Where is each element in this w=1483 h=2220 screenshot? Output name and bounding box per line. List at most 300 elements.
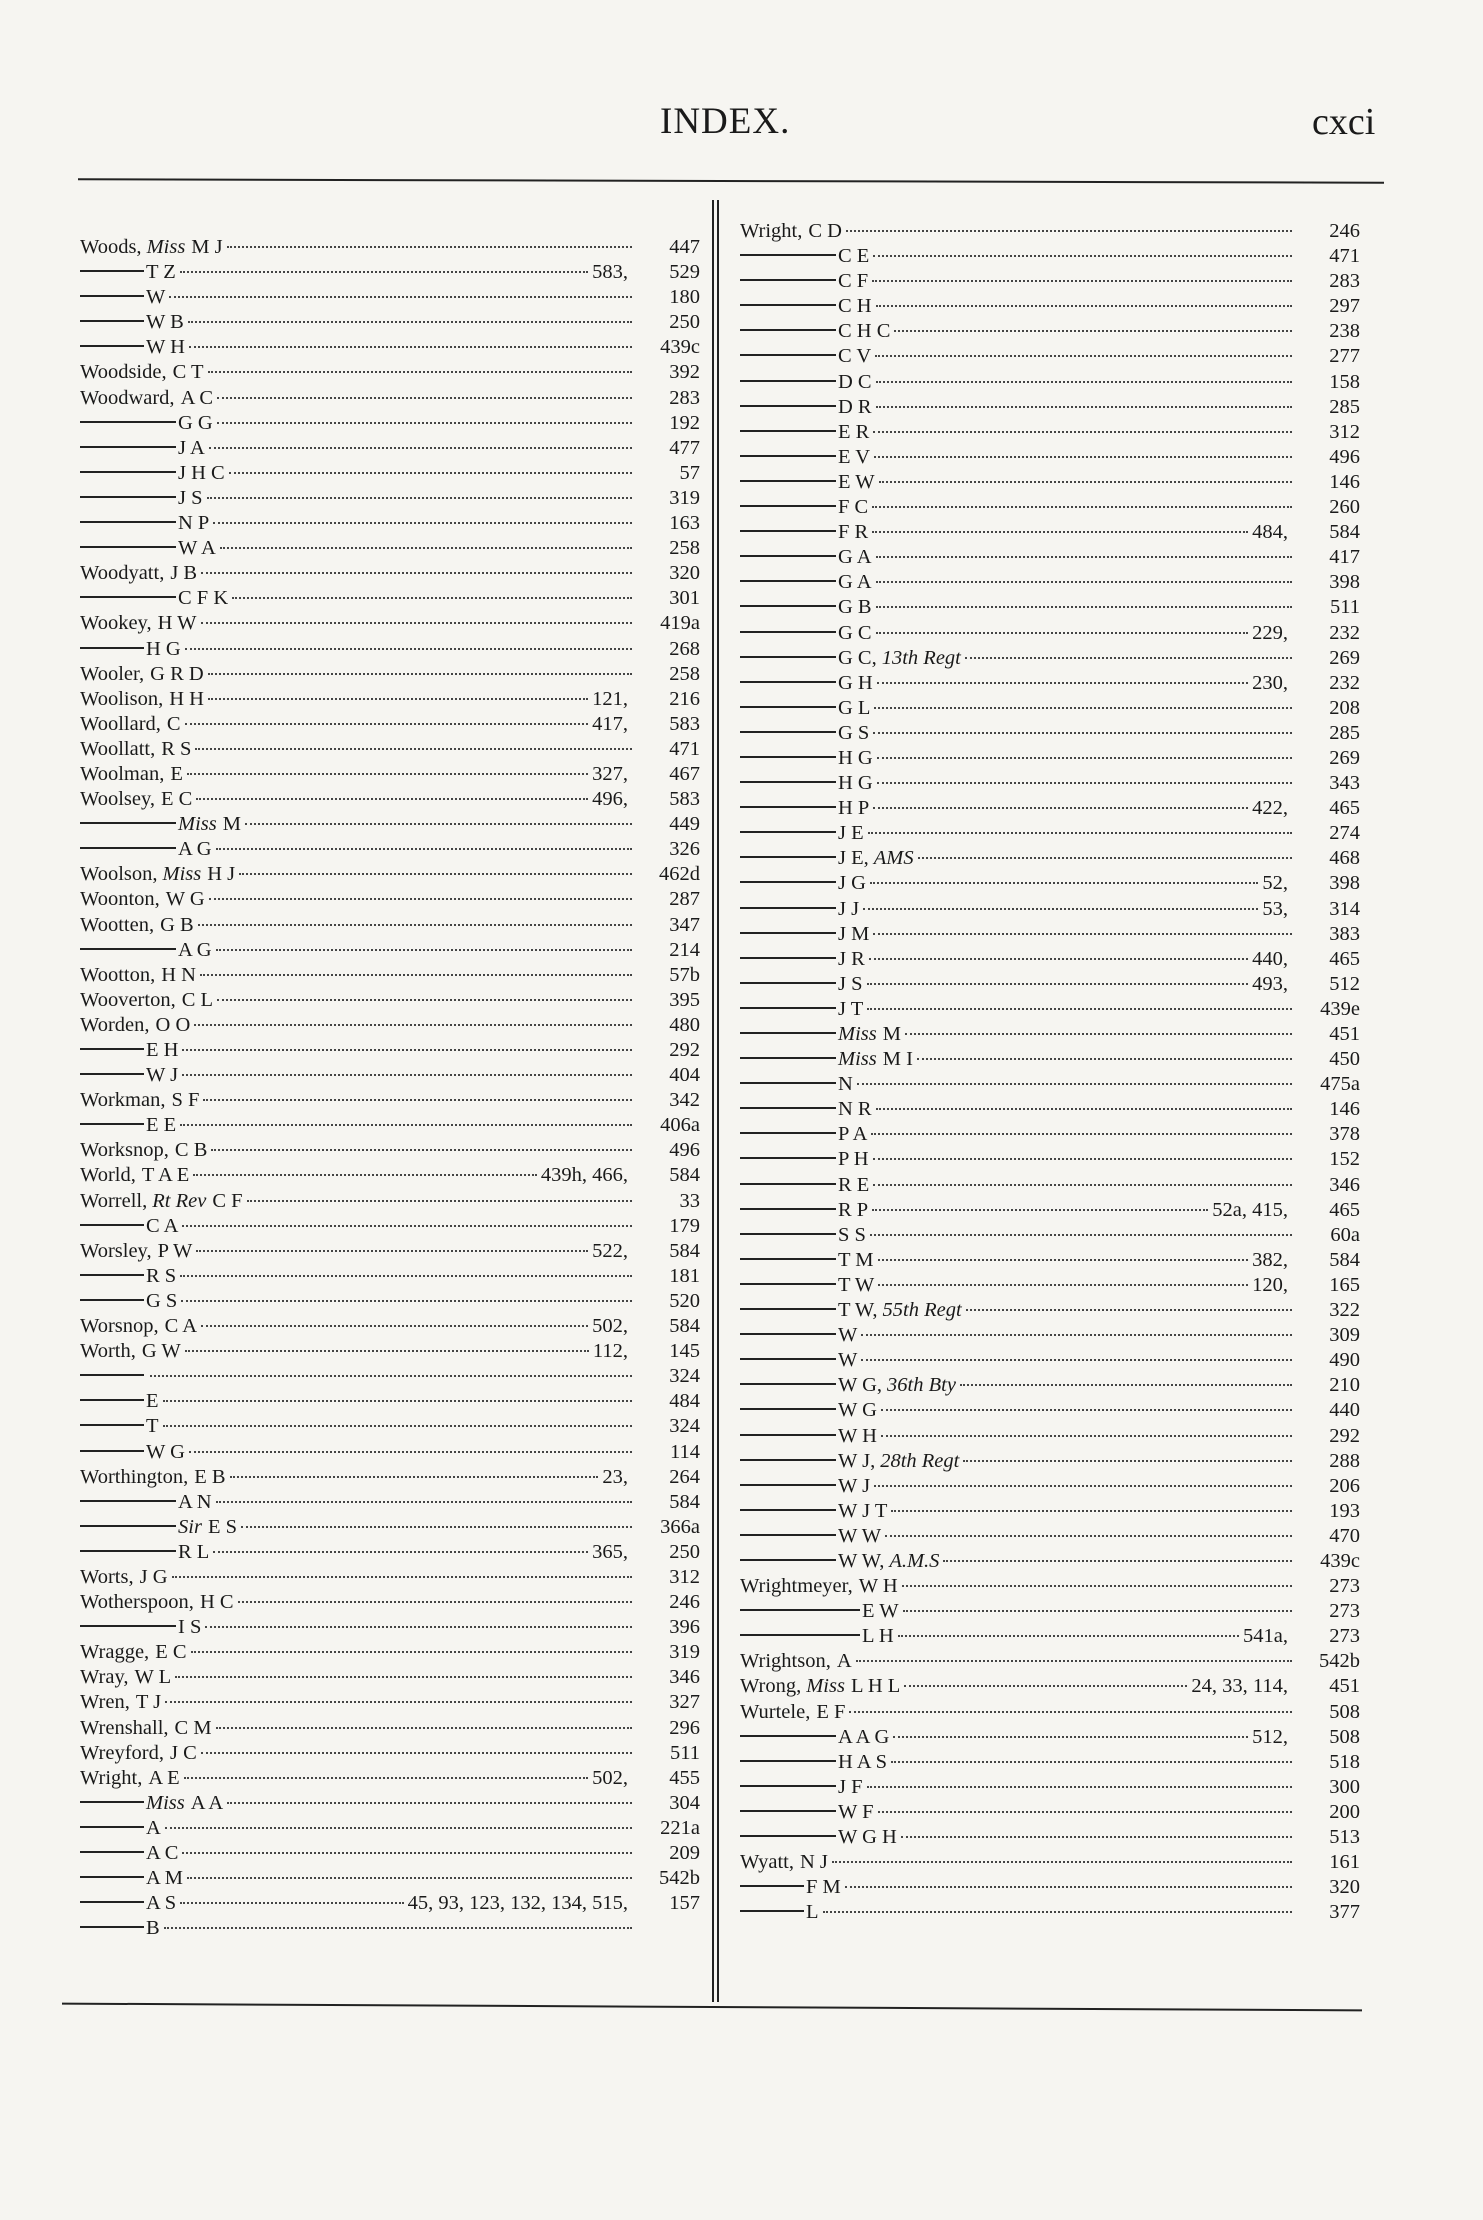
- dot-leader: [180, 271, 588, 273]
- entry-initials: C V: [838, 345, 872, 368]
- dot-leader: [875, 355, 1292, 357]
- entry-page: 288: [1329, 1449, 1360, 1472]
- entry-page: 320: [669, 562, 700, 585]
- entry-initials: J F: [838, 1775, 863, 1798]
- index-entry: [740, 1324, 1360, 1349]
- index-entry: [740, 1776, 1360, 1801]
- ditto-dash: [740, 1107, 836, 1109]
- entry-page: 512: [1329, 972, 1360, 995]
- index-entry: [80, 939, 700, 964]
- dot-leader: [876, 632, 1249, 634]
- entry-initials: J R: [838, 947, 865, 970]
- entry-initials: L H: [862, 1625, 894, 1648]
- index-entry: [740, 923, 1360, 948]
- entry-page: 346: [669, 1666, 700, 1689]
- entry-page: 398: [1329, 872, 1360, 895]
- entry-initials: S S: [838, 1223, 866, 1246]
- page-header: [0, 100, 1483, 160]
- entry-initials: W J: [146, 1064, 179, 1087]
- ditto-dash: [740, 1459, 836, 1461]
- entry-page: 209: [669, 1842, 700, 1864]
- entry-initials: P A: [838, 1123, 868, 1146]
- ditto-dash: [740, 631, 836, 633]
- index-entry: [80, 989, 700, 1014]
- ditto-dash: [740, 1132, 836, 1134]
- dot-leader: [208, 371, 632, 373]
- index-entry: [80, 1039, 700, 1064]
- index-entry: [740, 647, 1360, 672]
- ditto-dash: [740, 1007, 836, 1009]
- entry-surname: Wooverton,: [80, 988, 176, 1011]
- entry-page: 320: [1329, 1876, 1360, 1899]
- ditto-dash: [80, 1450, 144, 1452]
- dot-leader: [200, 974, 632, 976]
- index-entry: [80, 763, 700, 788]
- entry-initials: N: [838, 1073, 853, 1096]
- entry-surname: World,: [80, 1164, 136, 1187]
- entry-page: 513: [1329, 1826, 1360, 1848]
- entry-initials: A: [146, 1816, 161, 1839]
- index-entry: [80, 261, 700, 286]
- ditto-dash: [740, 1609, 860, 1611]
- dot-leader: [891, 1761, 1292, 1763]
- index-entry: [80, 236, 700, 261]
- index-entry: [740, 1199, 1360, 1224]
- index-entry: [80, 888, 700, 913]
- dot-leader: [229, 472, 632, 474]
- entry-page: 508: [1329, 1725, 1360, 1748]
- ditto-dash: [80, 948, 176, 950]
- entry-page: 250: [669, 1540, 700, 1563]
- dot-leader: [873, 933, 1292, 935]
- index-entry: [740, 697, 1360, 722]
- dot-leader: [194, 1024, 632, 1026]
- dot-leader: [216, 848, 632, 850]
- index-entry: [740, 1374, 1360, 1399]
- entry-page: 396: [669, 1616, 700, 1639]
- ditto-dash: [80, 1374, 144, 1376]
- entry-page: 326: [669, 838, 700, 861]
- entry-initials: E: [146, 1390, 159, 1413]
- entry-page: 462d: [659, 863, 700, 886]
- dot-leader: [196, 798, 588, 800]
- entry-initials: J S: [178, 486, 203, 509]
- ditto-dash: [80, 270, 144, 272]
- entry-title: Miss: [146, 1791, 185, 1814]
- entry-initials: C A: [146, 1214, 179, 1237]
- ditto-dash: [740, 1157, 836, 1159]
- entry-initials: E V: [838, 445, 871, 468]
- entry-initials: C H C: [838, 320, 891, 343]
- entry-extra-pages: 229,: [1252, 621, 1288, 644]
- entry-initials: J C: [169, 1741, 197, 1764]
- entry-initials: A C: [146, 1842, 179, 1864]
- entry-page: 465: [1329, 797, 1360, 820]
- index-entry: [740, 822, 1360, 847]
- ditto-dash: [740, 405, 836, 407]
- dot-leader: [201, 1325, 588, 1327]
- entry-page: 179: [669, 1214, 700, 1237]
- entry-extra-pages: 512,: [1252, 1725, 1288, 1748]
- entry-initials: G B: [838, 596, 872, 619]
- entry-page: 584: [1329, 521, 1360, 544]
- entry-page: 283: [669, 386, 700, 409]
- index-entry: [740, 1048, 1360, 1073]
- ditto-dash: [740, 1208, 836, 1210]
- entry-initials: A A: [190, 1791, 224, 1814]
- entry-page: 273: [1329, 1625, 1360, 1648]
- ditto-dash: [740, 1434, 836, 1436]
- dot-leader: [901, 1836, 1292, 1838]
- index-entry: [740, 295, 1360, 320]
- index-entry: [740, 1098, 1360, 1123]
- dot-leader: [845, 1886, 1292, 1888]
- dot-leader: [894, 330, 1292, 332]
- entry-title: Miss: [838, 1023, 877, 1045]
- entry-initials: N P: [178, 512, 210, 535]
- entry-page: 467: [669, 762, 700, 785]
- entry-initials: H C: [199, 1591, 234, 1614]
- entry-page: 146: [1329, 470, 1360, 493]
- entry-initials: W J,: [838, 1449, 876, 1472]
- entry-page: 165: [1329, 1273, 1360, 1296]
- entry-page: 475a: [1320, 1073, 1360, 1096]
- entry-page: 200: [1329, 1800, 1360, 1823]
- ditto-dash: [740, 1735, 836, 1737]
- ditto-dash: [740, 555, 836, 557]
- ditto-dash: [740, 505, 836, 507]
- ditto-dash: [740, 1308, 836, 1310]
- entry-page: 439c: [1320, 1549, 1360, 1572]
- entry-initials: G H: [838, 671, 873, 694]
- index-entry: [740, 1625, 1360, 1650]
- entry-initials: J J: [838, 897, 860, 920]
- ditto-dash: [80, 1901, 144, 1903]
- entry-page: 274: [1329, 822, 1360, 845]
- dot-leader: [191, 1651, 632, 1653]
- index-entry: [80, 813, 700, 838]
- index-entry: [80, 1139, 700, 1164]
- entry-page: 584: [669, 1239, 700, 1262]
- entry-surname: Woodyatt,: [80, 562, 165, 585]
- dot-leader: [876, 1108, 1292, 1110]
- entry-title: 28th Regt: [880, 1449, 960, 1472]
- index-entry: [80, 1641, 700, 1666]
- entry-page: 193: [1329, 1499, 1360, 1522]
- dot-leader: [245, 823, 632, 825]
- entry-surname: Worsnop,: [80, 1315, 159, 1338]
- ditto-dash: [80, 471, 176, 473]
- entry-surname: Wurtele,: [740, 1700, 811, 1723]
- entry-initials: W A: [178, 537, 216, 560]
- entry-initials: E F: [816, 1700, 846, 1723]
- index-entry: [80, 1917, 700, 1942]
- entry-initials: J G: [139, 1565, 168, 1588]
- dot-leader: [163, 1425, 632, 1427]
- entry-initials: G W: [141, 1340, 181, 1363]
- dot-leader: [903, 1610, 1292, 1612]
- index-entry: [740, 1450, 1360, 1475]
- entry-initials: E E: [146, 1114, 177, 1137]
- index-entry: [740, 1224, 1360, 1249]
- ditto-dash: [80, 1073, 144, 1075]
- dot-leader: [868, 832, 1292, 834]
- index-entry: [740, 1148, 1360, 1173]
- ditto-dash: [740, 1835, 836, 1837]
- index-entry: [80, 1064, 700, 1089]
- entry-initials: M: [882, 1023, 901, 1045]
- dot-leader: [877, 682, 1248, 684]
- entry-page: 277: [1329, 345, 1360, 368]
- dot-leader: [867, 1008, 1292, 1010]
- entry-initials: G G: [178, 411, 213, 434]
- index-entry: [80, 336, 700, 361]
- dot-leader: [198, 924, 632, 926]
- dot-leader: [872, 280, 1292, 282]
- entry-initials: F C: [838, 496, 869, 519]
- index-entry: [80, 1566, 700, 1591]
- dot-leader: [188, 321, 632, 323]
- entry-surname: Wrenshall,: [80, 1716, 169, 1739]
- entry-initials: A M: [146, 1867, 184, 1890]
- entry-page: 439e: [1320, 997, 1360, 1020]
- entry-initials: W G,: [838, 1374, 883, 1397]
- entry-initials: W H: [146, 336, 185, 359]
- entry-initials: R L: [178, 1540, 210, 1563]
- entry-title: Miss: [838, 1048, 877, 1071]
- entry-page: 309: [1329, 1324, 1360, 1347]
- ditto-dash: [740, 1559, 836, 1561]
- entry-page: 450: [1329, 1048, 1360, 1071]
- index-entry: [740, 270, 1360, 295]
- entry-initials: C F: [838, 270, 869, 293]
- ditto-dash: [740, 329, 836, 331]
- dot-leader: [861, 1334, 1292, 1336]
- ditto-dash: [80, 421, 176, 423]
- dot-leader: [201, 572, 632, 574]
- ditto-dash: [740, 881, 836, 883]
- dot-leader: [856, 1660, 1292, 1662]
- index-entry: [80, 1691, 700, 1716]
- entry-initials: H W: [157, 612, 197, 635]
- entry-initials: H G: [146, 637, 181, 660]
- dot-leader: [876, 406, 1292, 408]
- entry-page: 455: [669, 1766, 700, 1789]
- entry-initials: B: [146, 1917, 160, 1940]
- index-entry: [80, 638, 700, 663]
- entry-initials: E R: [838, 420, 870, 443]
- entry-title: Miss: [806, 1675, 845, 1698]
- entry-surname: Wrightmeyer,: [740, 1575, 853, 1598]
- index-entry: [80, 1616, 700, 1641]
- dot-leader: [189, 346, 632, 348]
- dot-leader: [208, 698, 588, 700]
- entry-initials: T W: [838, 1273, 875, 1296]
- dot-leader: [232, 597, 632, 599]
- index-entry: [80, 1867, 700, 1892]
- index-entry: [80, 1164, 700, 1189]
- entry-surname: Woolson,: [80, 863, 158, 886]
- dot-leader: [943, 1560, 1292, 1562]
- entry-page: 419a: [660, 612, 700, 635]
- entry-initials: A A G: [838, 1725, 890, 1748]
- entry-page: 342: [669, 1089, 700, 1112]
- entry-surname: Woodward,: [80, 386, 175, 409]
- dot-leader: [893, 1736, 1248, 1738]
- entry-initials: J H C: [178, 461, 225, 484]
- dot-leader: [870, 882, 1258, 884]
- ditto-dash: [80, 1801, 144, 1803]
- dot-leader: [898, 1635, 1239, 1637]
- entry-page: 518: [1329, 1750, 1360, 1773]
- index-entry: [740, 521, 1360, 546]
- dot-leader: [165, 1701, 632, 1703]
- dot-leader: [846, 230, 1292, 232]
- index-entry: [740, 1425, 1360, 1450]
- ditto-dash: [740, 932, 836, 934]
- entry-extra-pages: 121,: [592, 687, 628, 710]
- dot-leader: [195, 748, 632, 750]
- entry-initials: E B: [194, 1465, 226, 1488]
- index-entry: [80, 612, 700, 637]
- dot-leader: [876, 381, 1292, 383]
- dot-leader: [169, 296, 632, 298]
- entry-page: 447: [669, 236, 700, 258]
- index-entry: [80, 788, 700, 813]
- entry-initials: T Z: [146, 261, 176, 284]
- entry-page: 158: [1329, 370, 1360, 393]
- dot-leader: [867, 1786, 1292, 1788]
- entry-extra-pages: 502,: [592, 1315, 628, 1338]
- index-entry: [80, 1516, 700, 1541]
- index-entry: [80, 1792, 700, 1817]
- entry-initials: G B: [160, 913, 194, 936]
- entry-title: 13th Regt: [881, 646, 961, 669]
- entry-initials: G S: [838, 721, 870, 744]
- entry-surname: Wooler,: [80, 662, 145, 685]
- entry-page: 484: [669, 1390, 700, 1413]
- dot-leader: [182, 1049, 632, 1051]
- dot-leader: [180, 1902, 403, 1904]
- ditto-dash: [740, 1634, 860, 1636]
- index-entry: [740, 1550, 1360, 1575]
- dot-leader: [207, 497, 632, 499]
- entry-extra-pages: 327,: [592, 762, 628, 785]
- entry-title: Miss: [146, 236, 186, 258]
- entry-page: 324: [669, 1365, 700, 1388]
- index-entry: [80, 1666, 700, 1691]
- entry-initials: A S: [146, 1892, 177, 1915]
- entry-initials: C A: [164, 1315, 198, 1338]
- dot-leader: [965, 657, 1292, 659]
- entry-initials: W: [838, 1349, 858, 1372]
- entry-initials: J G: [838, 872, 866, 895]
- index-entry: [740, 446, 1360, 471]
- entry-title: AMS: [873, 847, 914, 870]
- index-entry: [80, 1365, 700, 1390]
- ditto-dash: [740, 430, 836, 432]
- entry-page: 468: [1329, 847, 1360, 870]
- dot-leader: [966, 1309, 1292, 1311]
- entry-page: 319: [669, 486, 700, 509]
- ditto-dash: [80, 1550, 176, 1552]
- index-entry: [80, 361, 700, 386]
- dot-leader: [863, 908, 1258, 910]
- dot-leader: [201, 1752, 632, 1754]
- index-entry: [740, 1249, 1360, 1274]
- entry-page: 496: [1329, 445, 1360, 468]
- entry-surname: Woollatt,: [80, 737, 156, 760]
- dot-leader: [918, 857, 1292, 859]
- entry-page: 584: [669, 1315, 700, 1338]
- ditto-dash: [740, 1233, 836, 1235]
- entry-page: 210: [1329, 1374, 1360, 1397]
- entry-extra-pages: 417,: [592, 712, 628, 735]
- entry-title: A.M.S: [889, 1549, 940, 1572]
- entry-initials: A G: [178, 838, 212, 861]
- entry-surname: Worksnop,: [80, 1139, 169, 1162]
- dot-leader: [881, 1409, 1292, 1411]
- entry-initials: R S: [161, 737, 192, 760]
- ditto-dash: [740, 1810, 836, 1812]
- ditto-dash: [80, 1299, 144, 1301]
- dot-leader: [220, 547, 632, 549]
- entry-initials: J E,: [838, 847, 869, 870]
- dot-leader: [902, 1585, 1292, 1587]
- entry-initials: N R: [838, 1098, 872, 1121]
- dot-leader: [874, 456, 1292, 458]
- index-entry: [80, 1892, 700, 1917]
- index-entry: [80, 1240, 700, 1265]
- entry-page: 529: [669, 261, 700, 284]
- entry-page: 301: [669, 587, 700, 610]
- ditto-dash: [80, 345, 144, 347]
- entry-surname: Woolman,: [80, 762, 165, 785]
- entry-extra-pages: 45, 93, 123, 132, 134, 515,: [407, 1892, 628, 1915]
- entry-page: 378: [1329, 1123, 1360, 1146]
- dot-leader: [873, 807, 1248, 809]
- entry-page: 208: [1329, 696, 1360, 719]
- ditto-dash: [80, 496, 176, 498]
- index-entry: [740, 371, 1360, 396]
- entry-page: 584: [1329, 1248, 1360, 1271]
- entry-extra-pages: 382,: [1252, 1248, 1288, 1271]
- index-entry: [80, 1265, 700, 1290]
- entry-page: 477: [669, 436, 700, 459]
- entry-surname: Worthington,: [80, 1465, 189, 1488]
- entry-surname: Wotherspoon,: [80, 1591, 194, 1614]
- ditto-dash: [740, 781, 836, 783]
- entry-page: 392: [669, 361, 700, 384]
- entry-surname: Woodside,: [80, 361, 167, 384]
- index-entry: [740, 948, 1360, 973]
- entry-surname: Wray,: [80, 1666, 129, 1689]
- entry-page: 268: [669, 637, 700, 660]
- entry-initials: E C: [161, 788, 193, 811]
- entry-page: 258: [669, 537, 700, 560]
- index-entry: [740, 1675, 1360, 1700]
- entry-page: 583: [669, 712, 700, 735]
- ditto-dash: [740, 1534, 836, 1536]
- entry-initials: J E: [838, 822, 864, 845]
- entry-surname: Wright,: [80, 1766, 143, 1789]
- entry-initials: R S: [146, 1264, 177, 1287]
- entry-page: 292: [669, 1039, 700, 1061]
- entry-initials: M J: [191, 236, 223, 258]
- entry-initials: C E: [838, 245, 870, 268]
- entry-initials: W B: [146, 311, 184, 334]
- entry-extra-pages: 52,: [1262, 872, 1288, 895]
